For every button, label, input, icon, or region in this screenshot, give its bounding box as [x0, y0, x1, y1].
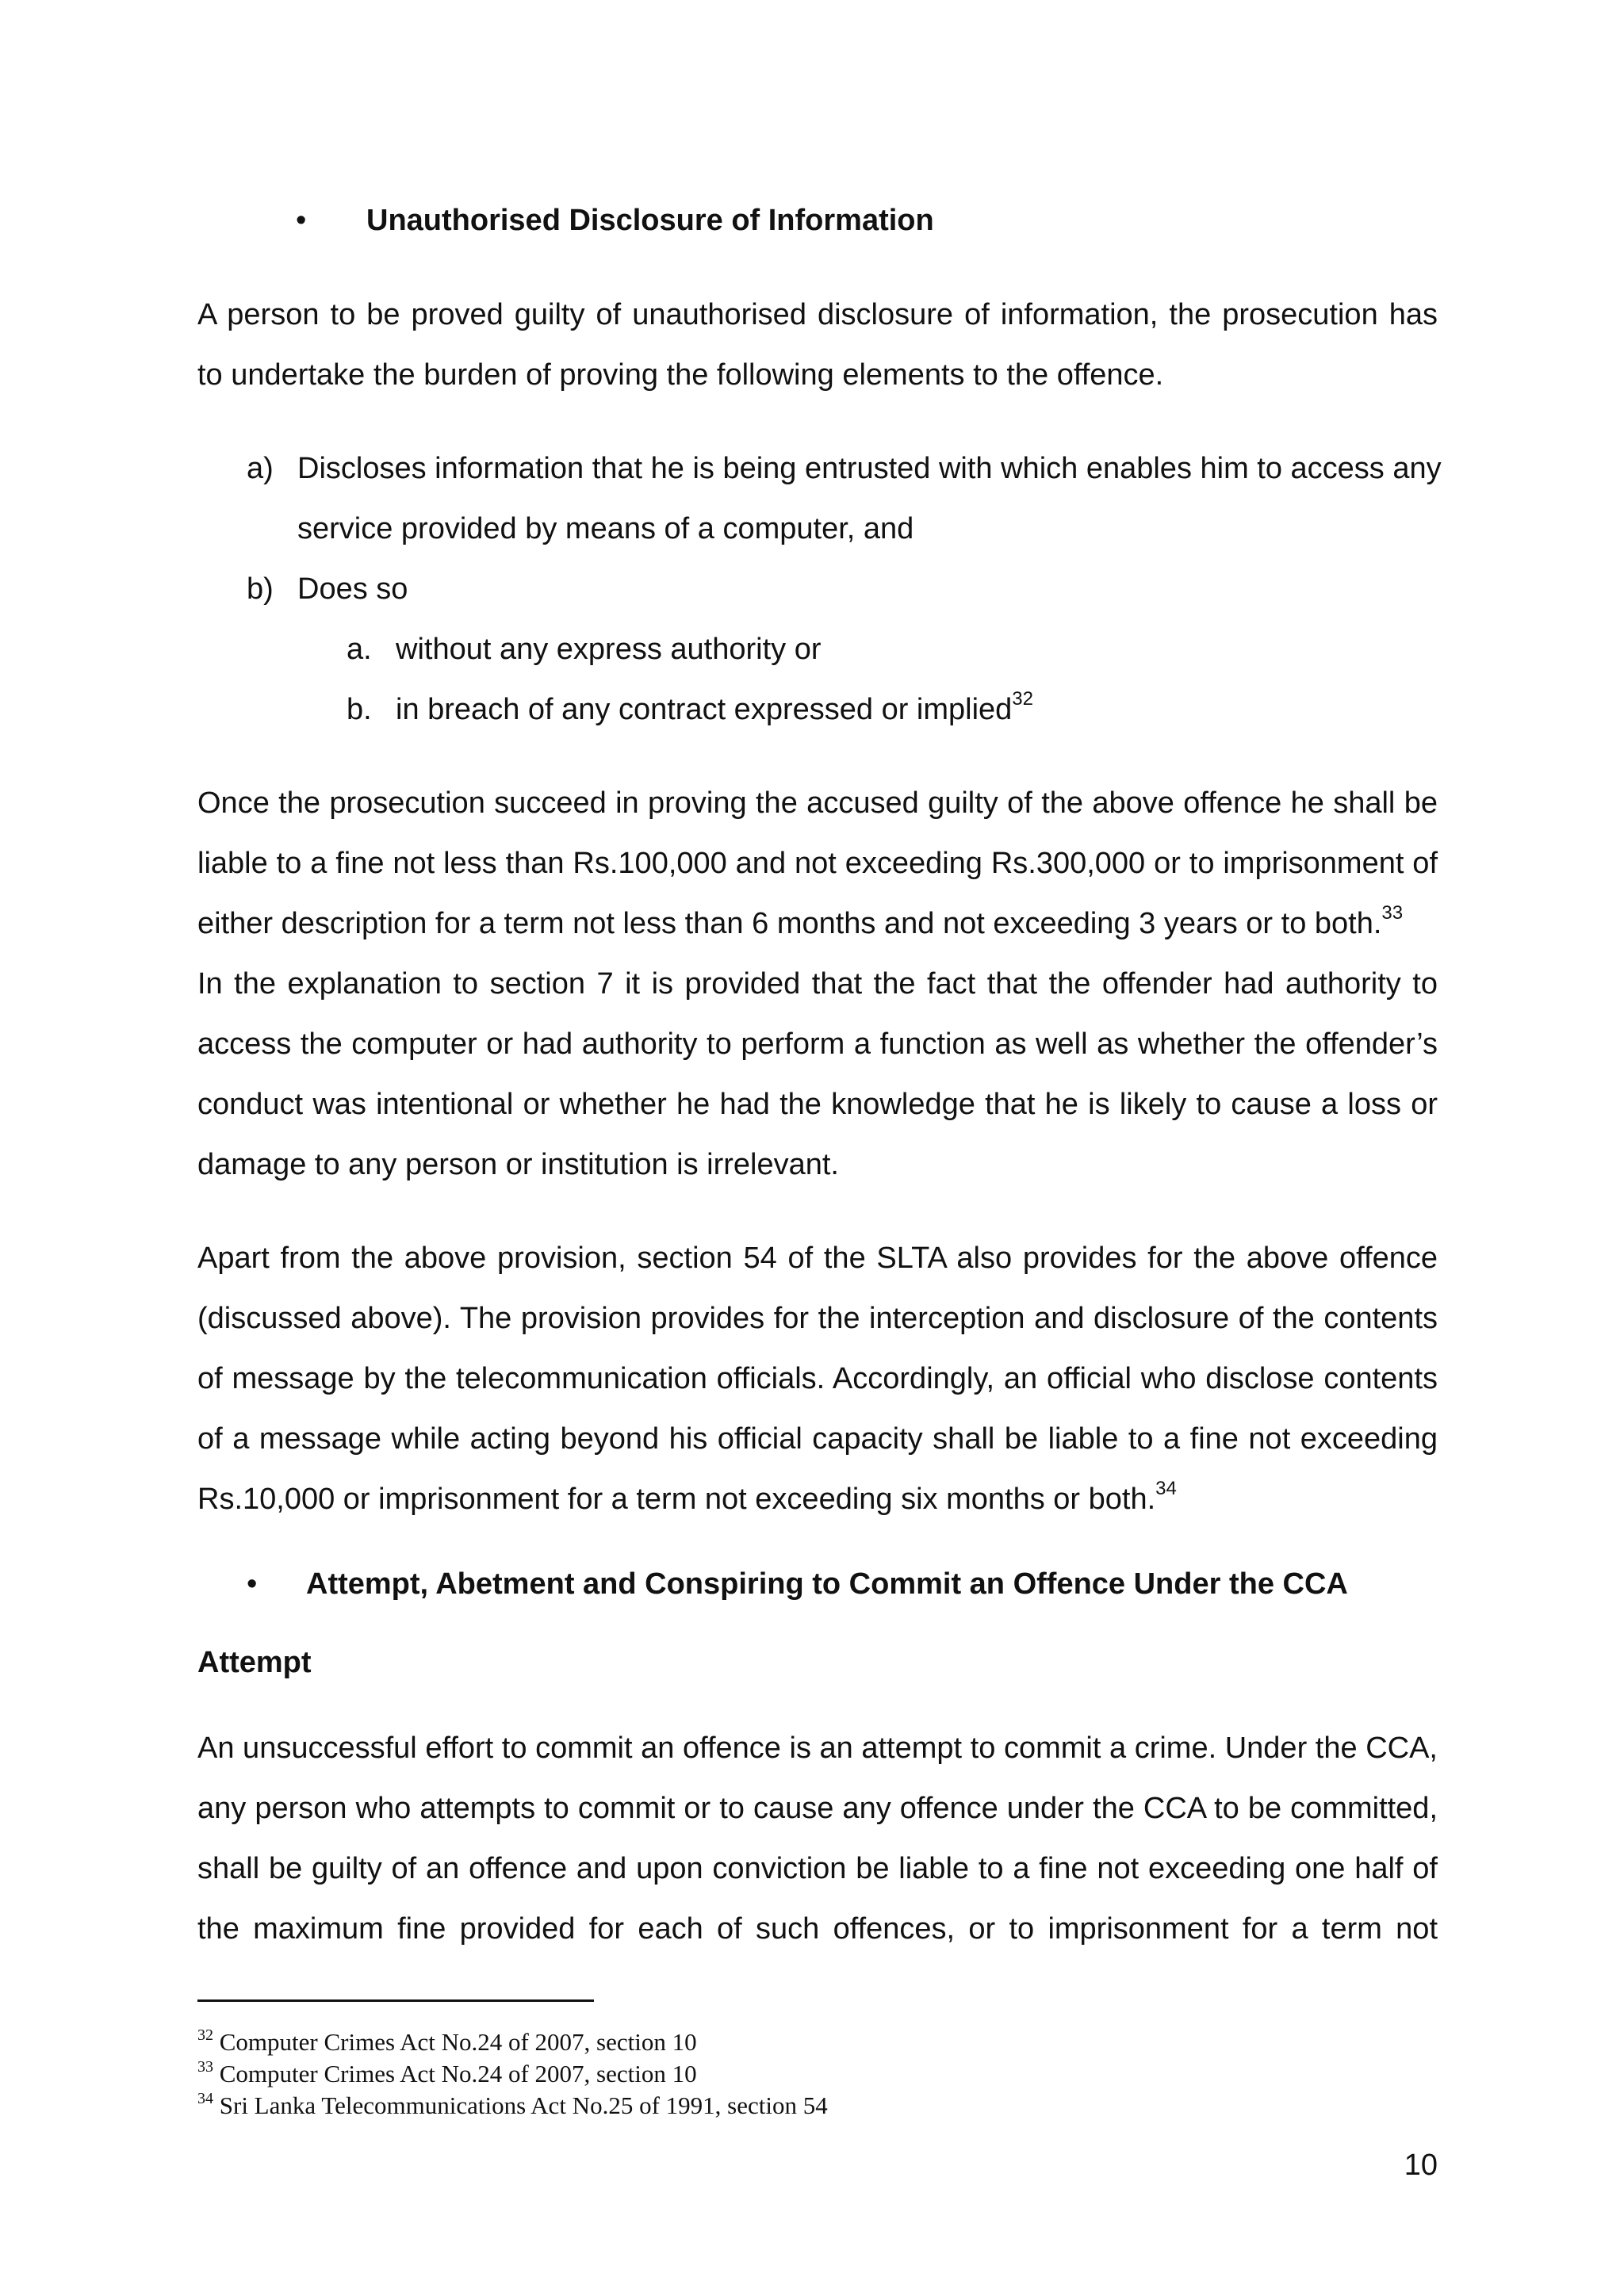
paragraph-line: to undertake the burden of proving the following elements to the offence. [197, 358, 1164, 392]
list-item: without any express authority or [396, 633, 822, 666]
paragraph-line: damage to any person or institution is irrelevant. [197, 1148, 839, 1181]
paragraph-line: (discussed above). The provision provides for the interception and disclosure of the contents [197, 1302, 1438, 1335]
paragraph-line: An unsuccessful effort to commit an offence is an attempt to commit a crime. Under the CCA, [197, 1732, 1438, 1765]
list-marker: a) [247, 452, 274, 485]
paragraph-line [197, 1478, 1438, 1517]
paragraph-line: Once the prosecution succeed in proving the accused guilty of the above offence he shall be [197, 786, 1438, 820]
footnote-separator [197, 1999, 594, 2002]
section-heading: Unauthorised Disclosure of Information [366, 204, 934, 237]
footnote-number: 33 [197, 2057, 213, 2076]
paragraph-line: Apart from the above provision, section 54 of the SLTA also provides for the above offence [197, 1242, 1438, 1275]
footnote-number: 32 [197, 2026, 213, 2044]
footnote [197, 2057, 697, 2088]
paragraph-line [197, 902, 1438, 942]
footnote-text: Computer Crimes Act No.24 of 2007, section 10 [219, 2028, 697, 2056]
list-item [396, 688, 1033, 728]
footnote-ref: 34 [1155, 1478, 1177, 1500]
paragraph-line: the maximum fine provided for each of such offences, or to imprisonment for a term not [197, 1912, 1438, 1946]
footnote-text: Computer Crimes Act No.24 of 2007, section 10 [219, 2060, 697, 2087]
paragraph-line: of message by the telecommunication officials. Accordingly, an official who disclose contents [197, 1362, 1438, 1395]
list-marker: a. [347, 633, 372, 666]
section-heading: Attempt, Abetment and Conspiring to Commit an Offence Under the CCA [306, 1567, 1348, 1601]
paragraph-text: Rs.10,000 or imprisonment for a term not exceeding six months or both. [197, 1483, 1156, 1516]
list-item: service provided by means of a computer, and [297, 512, 914, 545]
paragraph-text: either description for a term not less than 6 months and not exceeding 3 years or to both. [197, 907, 1382, 940]
paragraph-line: In the explanation to section 7 it is provided that the fact that the offender had authority to [197, 967, 1438, 1001]
list-item-text: in breach of any contract expressed or implied [396, 693, 1013, 726]
list-item: Does so [297, 572, 408, 606]
footnote-ref: 33 [1381, 902, 1404, 924]
paragraph-line: liable to a fine not less than Rs.100,000 and not exceeding Rs.300,000 or to imprisonment of [197, 847, 1438, 880]
paragraph-line: shall be guilty of an offence and upon conviction be liable to a fine not exceeding one half of [197, 1852, 1438, 1885]
paragraph-line: A person to be proved guilty of unauthorised disclosure of information, the prosecution has [197, 298, 1438, 331]
list-marker: b. [347, 693, 372, 726]
footnote-ref: 32 [1012, 688, 1033, 710]
footnote [197, 2028, 697, 2057]
bullet-icon: • [296, 204, 307, 237]
list-item: Discloses information that he is being entrusted with which enables him to access any [297, 452, 1442, 485]
paragraph-line: access the computer or had authority to perform a function as well as whether the offender’s [197, 1027, 1438, 1061]
paragraph-line: conduct was intentional or whether he had the knowledge that he is likely to cause a loss or [197, 1088, 1438, 1121]
subheading: Attempt [197, 1646, 312, 1679]
list-marker: b) [247, 572, 274, 606]
paragraph-line: any person who attempts to commit or to cause any offence under the CCA to be committed, [197, 1792, 1438, 1825]
page-number: 10 [1404, 2149, 1438, 2182]
footnote-number: 34 [197, 2089, 213, 2107]
bullet-icon: • [247, 1567, 258, 1601]
paragraph-line: of a message while acting beyond his official capacity shall be liable to a fine not exceeding [197, 1422, 1438, 1456]
footnote [197, 2091, 828, 2120]
footnote-text: Sri Lanka Telecommunications Act No.25 of 1991, section 54 [219, 2091, 828, 2119]
